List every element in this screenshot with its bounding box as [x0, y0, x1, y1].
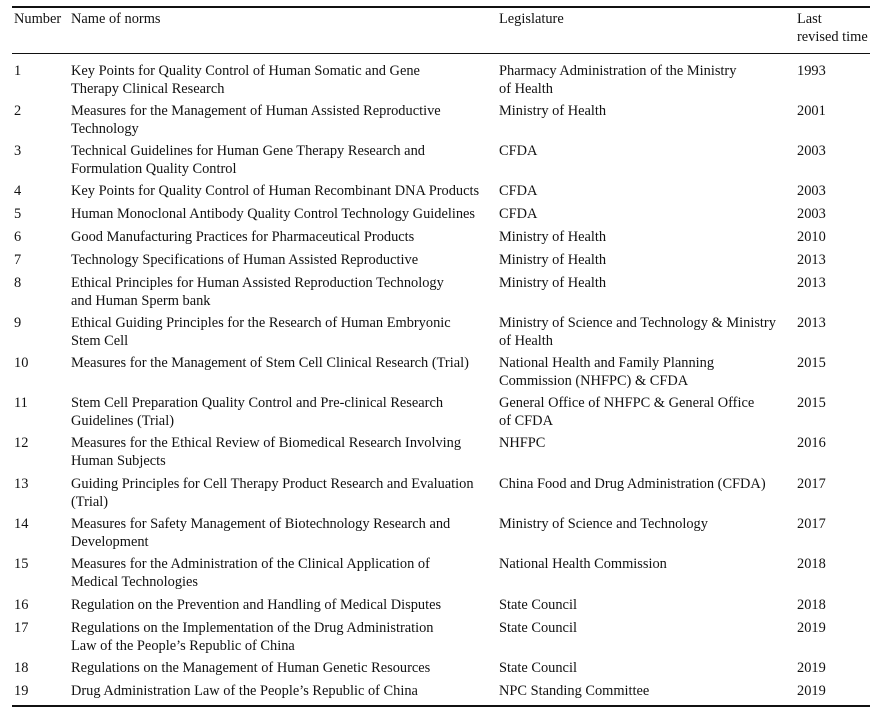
row-norm-name — [71, 63, 420, 98]
row-norm-name-line: Ethical Guiding Principles for the Research of Human Embryonic — [71, 315, 451, 331]
row-norm-name-line: Measures for the Administration of the Clinical Application of — [71, 556, 430, 572]
row-number: 4 — [14, 183, 22, 199]
row-revised-time: 2017 — [797, 516, 826, 532]
row-number: 9 — [14, 315, 22, 331]
row-norm-name-line: Development — [71, 533, 149, 550]
row-legislature — [499, 103, 606, 121]
row-legislature-line: CFDA — [499, 206, 538, 222]
row-norm-name-line: Measures for the Management of Stem Cell Clinical Research (Trial) — [71, 355, 469, 371]
row-revised-time: 2019 — [797, 683, 826, 699]
row-legislature-line: Pharmacy Administration of the Ministry — [499, 63, 737, 79]
row-number: 2 — [14, 103, 22, 119]
row-norm-name — [71, 355, 469, 373]
row-legislature-line: Ministry of Health — [499, 103, 607, 119]
row-legislature — [499, 63, 736, 98]
header-time-line-1: Last — [797, 11, 822, 27]
row-number: 10 — [14, 355, 29, 371]
row-revised-time: 1993 — [797, 63, 826, 79]
row-norm-name-line: Human Monoclonal Antibody Quality Control Technology Guidelines — [71, 206, 476, 222]
row-number: 1 — [14, 63, 22, 79]
row-legislature-line: General Office of NHFPC & General Office — [499, 395, 755, 411]
row-norm-name — [71, 516, 450, 551]
row-norm-name — [71, 183, 479, 201]
row-norm-name — [71, 315, 451, 350]
row-number: 11 — [14, 395, 28, 411]
row-number: 19 — [14, 683, 29, 699]
header-last-revised-time — [797, 11, 868, 46]
row-norm-name — [71, 143, 425, 178]
row-revised-time: 2003 — [797, 183, 826, 199]
row-norm-name-line: Guidelines (Trial) — [71, 412, 174, 429]
row-revised-time: 2019 — [797, 660, 826, 676]
row-norm-name-line: Technology — [71, 120, 139, 137]
row-legislature — [499, 660, 577, 678]
row-number: 8 — [14, 275, 22, 291]
row-legislature-line: of Health — [499, 332, 553, 349]
row-revised-time: 2019 — [797, 620, 826, 636]
row-norm-name — [71, 252, 418, 270]
row-legislature-line: National Health and Family Planning — [499, 355, 715, 371]
row-number: 17 — [14, 620, 29, 636]
row-legislature-line: Ministry of Health — [499, 252, 607, 268]
row-number: 13 — [14, 476, 29, 492]
header-name-of-norms: Name of norms — [71, 11, 161, 27]
row-norm-name-line: Key Points for Quality Control of Human Somatic and Gene — [71, 63, 420, 79]
row-legislature-line: of CFDA — [499, 412, 553, 429]
row-norm-name-line: Stem Cell — [71, 332, 129, 349]
row-number: 14 — [14, 516, 29, 532]
row-norm-name-line: Technology Specifications of Human Assisted Reproductive — [71, 252, 419, 268]
row-revised-time: 2018 — [797, 556, 826, 572]
row-revised-time: 2017 — [797, 476, 826, 492]
row-norm-name-line: (Trial) — [71, 493, 109, 510]
row-revised-time: 2003 — [797, 143, 826, 159]
row-legislature-line: Ministry of Science and Technology & Ministry — [499, 315, 776, 331]
row-legislature-line: China Food and Drug Administration (CFDA) — [499, 476, 766, 492]
row-legislature — [499, 143, 537, 161]
row-norm-name-line: Measures for the Management of Human Assisted Reproductive — [71, 103, 441, 119]
row-norm-name — [71, 435, 461, 470]
row-legislature — [499, 183, 537, 201]
row-legislature — [499, 435, 545, 453]
row-number: 5 — [14, 206, 22, 222]
row-legislature-line: of Health — [499, 80, 553, 97]
row-norm-name-line: Medical Technologies — [71, 573, 199, 590]
row-revised-time: 2018 — [797, 597, 826, 613]
row-number: 18 — [14, 660, 29, 676]
row-legislature-line: State Council — [499, 620, 577, 636]
row-revised-time: 2013 — [797, 315, 826, 331]
row-norm-name — [71, 556, 430, 591]
row-number: 12 — [14, 435, 29, 451]
row-revised-time: 2015 — [797, 355, 826, 371]
row-number: 6 — [14, 229, 22, 245]
row-norm-name-line: Stem Cell Preparation Quality Control and Pre-clinical Research — [71, 395, 444, 411]
row-legislature-line: Ministry of Science and Technology — [499, 516, 708, 532]
row-norm-name-line: Law of the People’s Republic of China — [71, 637, 295, 654]
row-norm-name-line: Regulations on the Implementation of the Drug Administration — [71, 620, 434, 636]
row-norm-name-line: Therapy Clinical Research — [71, 80, 225, 97]
header-number: Number — [14, 11, 62, 27]
row-revised-time: 2001 — [797, 103, 826, 119]
row-revised-time: 2013 — [797, 252, 826, 268]
row-revised-time: 2013 — [797, 275, 826, 291]
row-norm-name-line: Drug Administration Law of the People’s Republic of China — [71, 683, 418, 699]
row-legislature-line: NPC Standing Committee — [499, 683, 650, 699]
row-legislature — [499, 476, 766, 494]
row-norm-name-line: and Human Sperm bank — [71, 292, 211, 309]
row-number: 7 — [14, 252, 22, 268]
row-number: 3 — [14, 143, 22, 159]
row-norm-name-line: Technical Guidelines for Human Gene Therapy Research and — [71, 143, 425, 159]
row-legislature — [499, 620, 577, 638]
row-number: 15 — [14, 556, 29, 572]
row-number: 16 — [14, 597, 29, 613]
row-norm-name-line: Regulation on the Prevention and Handling of Medical Disputes — [71, 597, 442, 613]
row-legislature — [499, 315, 776, 350]
row-legislature — [499, 252, 606, 270]
row-legislature — [499, 229, 606, 247]
row-legislature-line: Commission (NHFPC) & CFDA — [499, 372, 689, 389]
row-norm-name-line: Measures for the Ethical Review of Biomedical Research Involving — [71, 435, 462, 451]
row-norm-name — [71, 206, 475, 224]
row-legislature — [499, 683, 649, 701]
row-legislature-line: State Council — [499, 597, 577, 613]
row-norm-name — [71, 395, 443, 430]
row-legislature-line: National Health Commission — [499, 556, 667, 572]
table-top-rule — [12, 6, 870, 8]
row-norm-name-line: Regulations on the Management of Human Genetic Resources — [71, 660, 431, 676]
row-norm-name-line: Formulation Quality Control — [71, 160, 237, 177]
row-legislature-line: CFDA — [499, 183, 538, 199]
header-time-line-2: revised time — [797, 28, 868, 45]
row-legislature-line: NHFPC — [499, 435, 546, 451]
row-legislature — [499, 556, 667, 574]
row-revised-time: 2016 — [797, 435, 826, 451]
row-norm-name-line: Good Manufacturing Practices for Pharmaceutical Products — [71, 229, 415, 245]
row-norm-name — [71, 620, 434, 655]
row-revised-time: 2003 — [797, 206, 826, 222]
row-norm-name — [71, 275, 444, 310]
table-bottom-rule — [12, 705, 870, 707]
row-legislature — [499, 206, 537, 224]
row-legislature-line: Ministry of Health — [499, 275, 607, 291]
row-norm-name-line: Measures for Safety Management of Biotechnology Research and — [71, 516, 451, 532]
row-legislature-line: CFDA — [499, 143, 538, 159]
row-norm-name-line: Ethical Principles for Human Assisted Reproduction Technology — [71, 275, 444, 291]
row-norm-name-line: Guiding Principles for Cell Therapy Product Research and Evaluation — [71, 476, 474, 492]
row-revised-time: 2010 — [797, 229, 826, 245]
table-header-rule — [12, 53, 870, 54]
row-legislature — [499, 597, 577, 615]
row-norm-name — [71, 683, 418, 701]
row-norm-name — [71, 597, 441, 615]
row-norm-name-line: Human Subjects — [71, 452, 166, 469]
header-legislature: Legislature — [499, 11, 564, 27]
row-norm-name — [71, 476, 474, 511]
row-revised-time: 2015 — [797, 395, 826, 411]
row-legislature — [499, 395, 754, 430]
row-legislature — [499, 355, 714, 390]
row-norm-name-line: Key Points for Quality Control of Human Recombinant DNA Products — [71, 183, 480, 199]
row-legislature — [499, 516, 708, 534]
row-norm-name — [71, 660, 430, 678]
row-legislature-line: Ministry of Health — [499, 229, 607, 245]
row-legislature-line: State Council — [499, 660, 577, 676]
row-norm-name — [71, 103, 441, 138]
row-legislature — [499, 275, 606, 293]
row-norm-name — [71, 229, 414, 247]
